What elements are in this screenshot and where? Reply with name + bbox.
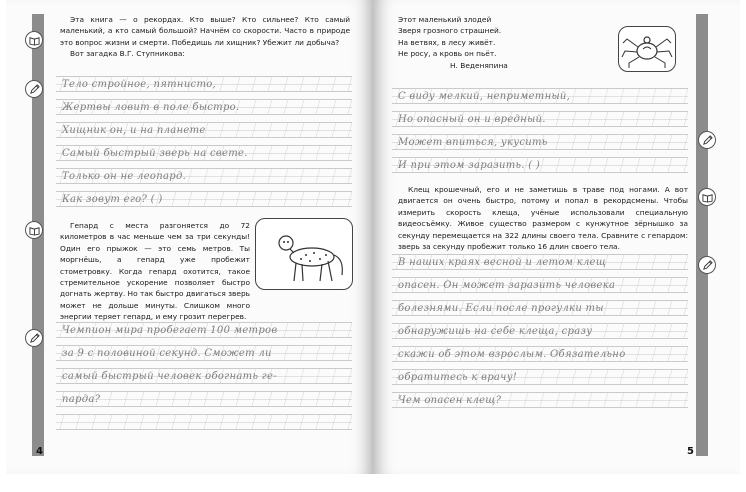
pen-icon: [25, 80, 43, 98]
slant-line: [684, 134, 688, 149]
slant-line: [604, 134, 608, 149]
slant-line: [220, 122, 224, 137]
slant-line: [300, 414, 304, 429]
slant-line: [332, 368, 336, 383]
handwriting-line: самый быстрый человек обогнать ге-: [62, 371, 277, 382]
handwriting-line: скажи об этом взрослым. Обязательно: [398, 349, 626, 360]
slant-line: [220, 414, 224, 429]
intro-paragraph: Эта книга — о рекордах. Кто выше? Кто сильнее? Кто самый маленький, а кто самый большой? Начнём со скорости. Часто в природе это вопрос жизни и смерти. Победишь ли хищник? Убежит ли добыча?: [60, 15, 350, 47]
slant-line: [684, 300, 688, 315]
handwriting-line: парда?: [62, 394, 101, 405]
slant-line: [348, 76, 352, 91]
poem-line: Зверя грозного страшней.: [398, 26, 502, 36]
poem: [398, 14, 598, 71]
slant-line: [284, 122, 288, 137]
slant-line: [252, 76, 256, 91]
slant-line: [300, 345, 304, 360]
slant-line: [556, 134, 560, 149]
slant-line: [540, 392, 544, 407]
handwriting-line: Тело стройное, пятнисто,: [62, 79, 217, 90]
handwriting-line: обнаружишь на себе клеща, сразу: [398, 326, 593, 337]
handwriting-line: Только он не леопард.: [62, 171, 187, 182]
slant-line: [668, 157, 672, 172]
slant-line: [332, 345, 336, 360]
slant-line: [268, 168, 272, 183]
slant-line: [572, 392, 576, 407]
slant-line: [636, 254, 640, 269]
slant-line: [572, 88, 576, 103]
pen-icon: [25, 329, 43, 347]
slant-line: [220, 391, 224, 406]
book-icon: [698, 188, 716, 206]
book-icon: [25, 221, 43, 239]
slant-line: [620, 88, 624, 103]
slant-line: [652, 300, 656, 315]
slant-line: [620, 277, 624, 292]
slant-line: [204, 191, 208, 206]
slant-line: [588, 369, 592, 384]
slant-line: [348, 191, 352, 206]
slant-line: [188, 168, 192, 183]
slant-line: [540, 157, 544, 172]
slant-line: [348, 99, 352, 114]
handwriting-line: В наших краях весной и летом клещ: [398, 257, 607, 268]
slant-line: [236, 414, 240, 429]
slant-line: [284, 76, 288, 91]
slant-line: [284, 99, 288, 114]
slant-line: [508, 392, 512, 407]
slant-line: [684, 277, 688, 292]
slant-line: [124, 414, 128, 429]
slant-line: [316, 122, 320, 137]
slant-line: [652, 323, 656, 338]
slant-line: [588, 134, 592, 149]
slant-line: [332, 99, 336, 114]
slant-line: [92, 414, 96, 429]
slant-line: [332, 391, 336, 406]
slant-line: [332, 191, 336, 206]
slant-line: [588, 88, 592, 103]
slant-line: [588, 111, 592, 126]
slant-line: [268, 391, 272, 406]
handwriting-line: Чемпион мира пробегает 100 метров: [62, 325, 278, 336]
slant-line: [604, 300, 608, 315]
slant-line: [652, 346, 656, 361]
slant-line: [300, 145, 304, 160]
slant-line: [636, 346, 640, 361]
handwriting-line: болезнями. Если после прогулки ты: [398, 303, 604, 314]
slant-line: [684, 111, 688, 126]
slant-line: [652, 88, 656, 103]
slant-line: [300, 391, 304, 406]
handwriting-line: Хищник он, и на планете: [62, 125, 206, 136]
slant-line: [556, 392, 560, 407]
slant-line: [284, 191, 288, 206]
poem-author: Н. Веденяпина: [450, 60, 508, 70]
slant-line: [284, 345, 288, 360]
slant-line: [668, 111, 672, 126]
slant-line: [268, 191, 272, 206]
slant-line: [188, 414, 192, 429]
slant-line: [268, 76, 272, 91]
slant-line: [348, 322, 352, 337]
slant-line: [620, 111, 624, 126]
slant-line: [348, 145, 352, 160]
slant-line: [108, 414, 112, 429]
cheetah-illustration: [255, 218, 353, 290]
slant-line: [316, 145, 320, 160]
slant-line: [220, 191, 224, 206]
handwriting-line: Самый быстрый зверь на свете.: [62, 148, 248, 159]
slant-line: [300, 76, 304, 91]
slant-line: [556, 369, 560, 384]
slant-line: [252, 391, 256, 406]
slant-line: [652, 111, 656, 126]
slant-line: [636, 300, 640, 315]
slant-line: [300, 99, 304, 114]
slant-line: [348, 168, 352, 183]
slant-line: [236, 191, 240, 206]
slant-line: [300, 168, 304, 183]
slant-line: [252, 145, 256, 160]
pen-icon: [698, 256, 716, 274]
slant-line: [668, 134, 672, 149]
slant-line: [236, 76, 240, 91]
handwriting-line: Чем опасен клещ?: [398, 395, 502, 406]
slant-line: [316, 391, 320, 406]
left-page: [6, 0, 374, 474]
slant-line: [316, 99, 320, 114]
slant-line: [172, 191, 176, 206]
slant-line: [572, 134, 576, 149]
slant-line: [156, 391, 160, 406]
handwriting-line: за 9 с половиной секунд. Сможет ли: [62, 348, 272, 359]
slant-line: [652, 369, 656, 384]
slant-line: [668, 300, 672, 315]
page-number: 4: [36, 446, 43, 457]
slant-line: [316, 414, 320, 429]
slant-line: [604, 323, 608, 338]
slant-line: [252, 122, 256, 137]
slant-line: [348, 368, 352, 383]
slant-line: [236, 122, 240, 137]
slant-line: [220, 168, 224, 183]
slant-line: [284, 322, 288, 337]
slant-line: [252, 191, 256, 206]
slant-line: [668, 392, 672, 407]
slant-line: [668, 254, 672, 269]
slant-line: [588, 392, 592, 407]
slant-line: [604, 392, 608, 407]
slant-line: [188, 191, 192, 206]
slant-line: [668, 88, 672, 103]
handwriting-line: опасен. Он может заразить человека: [398, 280, 616, 291]
riddle-intro: Вот загадка В.Г. Ступникова:: [70, 49, 185, 59]
page-number: 5: [687, 446, 694, 457]
slant-line: [252, 414, 256, 429]
slant-line: [316, 168, 320, 183]
slant-line: [316, 368, 320, 383]
slant-line: [604, 111, 608, 126]
slant-line: [236, 391, 240, 406]
slant-line: [572, 111, 576, 126]
slant-line: [332, 168, 336, 183]
slant-line: [300, 368, 304, 383]
slant-line: [204, 414, 208, 429]
slant-line: [284, 368, 288, 383]
slant-line: [332, 122, 336, 137]
slant-line: [348, 122, 352, 137]
book-icon: [25, 31, 43, 49]
handwriting-line: Но опасный он и вредный.: [398, 114, 546, 125]
slant-line: [524, 369, 528, 384]
slant-line: [572, 369, 576, 384]
slant-line: [620, 323, 624, 338]
slant-line: [652, 277, 656, 292]
slant-line: [348, 414, 352, 429]
slant-line: [316, 322, 320, 337]
side-strip: [696, 14, 708, 456]
slant-line: [172, 414, 176, 429]
slant-line: [524, 392, 528, 407]
slant-line: [684, 392, 688, 407]
handwriting-line: И при этом заразить. ( ): [398, 160, 541, 171]
slant-line: [636, 323, 640, 338]
slant-line: [668, 346, 672, 361]
slant-line: [668, 369, 672, 384]
slant-line: [604, 369, 608, 384]
slant-line: [332, 414, 336, 429]
slant-line: [636, 111, 640, 126]
slant-line: [652, 254, 656, 269]
slant-line: [620, 369, 624, 384]
slant-line: [332, 145, 336, 160]
slant-line: [604, 157, 608, 172]
handwriting-line: С виду мелкий, неприметный,: [398, 91, 571, 102]
slant-line: [316, 76, 320, 91]
slant-line: [108, 391, 112, 406]
slant-line: [668, 277, 672, 292]
slant-line: [652, 134, 656, 149]
slant-line: [172, 391, 176, 406]
slant-line: [252, 99, 256, 114]
slant-line: [316, 345, 320, 360]
slant-line: [604, 88, 608, 103]
slant-line: [76, 414, 80, 429]
slant-line: [332, 76, 336, 91]
handwriting-line: Может впиться, укусить: [398, 137, 548, 148]
slant-line: [684, 157, 688, 172]
right-page: [372, 0, 740, 474]
slant-line: [620, 157, 624, 172]
slant-line: [188, 391, 192, 406]
slant-line: [316, 191, 320, 206]
slant-line: [620, 300, 624, 315]
handwriting-line: обратитесь к врачу!: [398, 372, 518, 383]
tick-text: [398, 184, 688, 252]
slant-line: [540, 369, 544, 384]
slant-line: [332, 322, 336, 337]
cheetah-paragraph: Гепард с места разгоняется до 72 километров в час меньше чем за три секунды! Один его прыжок — это семь метров. Ты моргнёшь, а гепард уже пробежит стометровку. Когда гепард охотится, такое стремительное ускорение позволяет быстро догнать жертву. Но так быстро двигаться зверь может не дольше минуты. Слишком много энергии теряет гепард, и ему грозит перегрев.: [60, 221, 250, 322]
slant-line: [268, 99, 272, 114]
slant-line: [300, 322, 304, 337]
poem-line: Этот маленький злодей: [398, 15, 492, 24]
slant-line: [140, 391, 144, 406]
slant-line: [236, 168, 240, 183]
slant-line: [268, 145, 272, 160]
slant-line: [652, 157, 656, 172]
slant-line: [684, 369, 688, 384]
tick-illustration: [618, 26, 676, 72]
slant-line: [156, 414, 160, 429]
slant-line: [348, 391, 352, 406]
slant-line: [572, 157, 576, 172]
slant-line: [124, 391, 128, 406]
slant-line: [636, 277, 640, 292]
slant-line: [268, 122, 272, 137]
slant-line: [620, 134, 624, 149]
slant-line: [140, 414, 144, 429]
slant-line: [252, 168, 256, 183]
slant-line: [348, 345, 352, 360]
slant-line: [684, 254, 688, 269]
slant-line: [204, 391, 208, 406]
slant-line: [284, 168, 288, 183]
slant-line: [684, 346, 688, 361]
pen-icon: [698, 131, 716, 149]
slant-line: [636, 134, 640, 149]
slant-line: [300, 122, 304, 137]
slant-line: [268, 414, 272, 429]
handwriting-line: Как зовут его? ( ): [62, 194, 163, 205]
handwriting-line: Жертвы ловит в поле быстро.: [62, 102, 240, 113]
slant-line: [60, 414, 64, 429]
poem-line: Не росу, а кровь он пьёт.: [398, 49, 497, 59]
slant-line: [636, 157, 640, 172]
slant-line: [684, 323, 688, 338]
slant-line: [684, 88, 688, 103]
slant-line: [668, 323, 672, 338]
slant-line: [300, 191, 304, 206]
slant-line: [588, 157, 592, 172]
slant-line: [620, 254, 624, 269]
slant-line: [220, 76, 224, 91]
tick-paragraph: Клещ крошечный, его и не заметишь в траве под ногами. А вот двигается он очень быстро, потому и попал в рекордсмены. Чтобы измерить скорость клеща, учёные использовали специальную видеосъёмку. Живое существо размером с кунжутное зёрнышко за секунду перемещается на 322 длины своего тела. Сравните с гепардом: зверь за секунду пробежит только 16 длин своего тела.: [398, 185, 688, 252]
slant-line: [556, 157, 560, 172]
slant-line: [620, 392, 624, 407]
poem-line: На ветвях, в лесу живёт.: [398, 37, 496, 47]
intro-text: [60, 14, 350, 60]
slant-line: [556, 111, 560, 126]
cheetah-text: [60, 220, 250, 323]
slant-line: [636, 369, 640, 384]
slant-line: [636, 88, 640, 103]
slant-line: [284, 391, 288, 406]
slant-line: [284, 414, 288, 429]
slant-line: [652, 392, 656, 407]
slant-line: [636, 392, 640, 407]
slant-line: [284, 145, 288, 160]
slant-line: [204, 168, 208, 183]
